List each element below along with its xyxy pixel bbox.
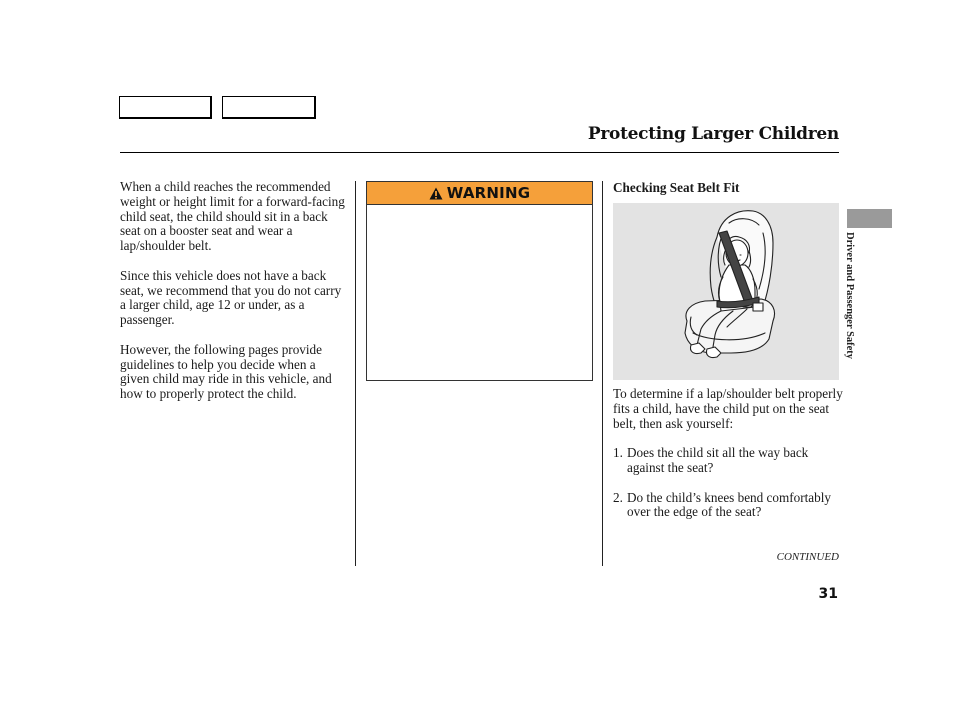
seat-belt-fit-intro: To determine if a lap/shoulder belt properly fits a child, have the child put on the seat belt, then ask yourself: — [613, 386, 843, 431]
warning-header — [367, 182, 592, 205]
intro-paragraph-3: However, the following pages provide guidelines to help you decide when a given child may ride in this vehicle, and how to properly protect the child. — [120, 341, 332, 402]
seat-belt-fit-text — [613, 387, 843, 535]
page-number: 31 — [818, 586, 838, 602]
intro-paragraph-1: When a child reaches the recommended weight or height limit for a forward-facing child seat, the child should sit in a back seat on a booster seat and wear a lap/shoulder belt. — [120, 179, 345, 254]
column-divider-1 — [355, 181, 356, 566]
list-item-number: 1. — [613, 445, 623, 461]
intro-column — [120, 180, 348, 417]
list-item — [613, 446, 843, 476]
continued-label: CONTINUED — [776, 551, 839, 563]
list-item-text: Do the child’s knees bend comfortably over the edge of the seat? — [627, 489, 831, 520]
warning-label: WARNING — [446, 184, 531, 202]
nav-button-next[interactable] — [222, 96, 316, 119]
list-item-text: Does the child sit all the way back against the seat? — [627, 445, 809, 475]
child-in-booster-seat-illustration — [613, 203, 839, 380]
page-title: Protecting Larger Children — [587, 124, 839, 144]
column-divider-2 — [602, 181, 603, 566]
intro-paragraph-2: Since this vehicle does not have a back seat, we recommend that you do not carry a larger child, age 12 or under, as a passenger. — [120, 267, 342, 328]
section-heading: Checking Seat Belt Fit — [613, 180, 740, 195]
list-item — [613, 491, 843, 521]
section-label: Driver and Passenger Safety — [844, 232, 855, 360]
title-divider — [120, 152, 839, 153]
child-booster-seat-icon — [613, 203, 839, 380]
seat-belt-fit-column — [613, 180, 843, 195]
nav-button-previous[interactable] — [119, 96, 212, 119]
section-tab[interactable] — [847, 209, 892, 228]
warning-box — [366, 181, 593, 381]
list-item-number: 2. — [613, 489, 623, 505]
section-label-wrapper — [844, 232, 866, 392]
warning-triangle-icon — [429, 187, 443, 200]
